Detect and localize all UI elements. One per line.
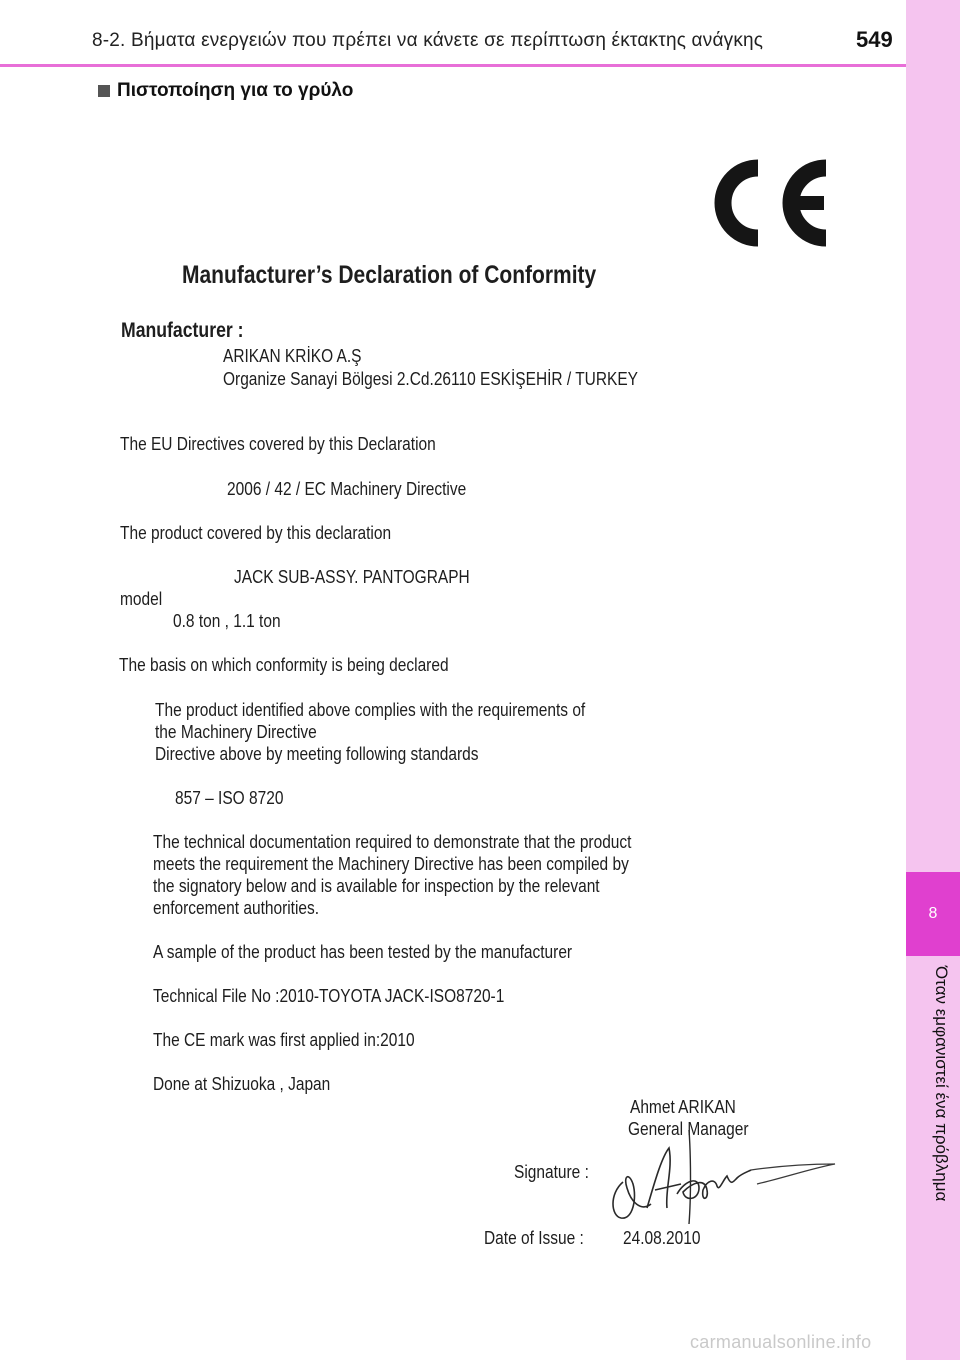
technical-doc-line: the signatory below and is available for inspection by the relevant <box>153 876 600 896</box>
chapter-number: 8 <box>928 905 938 922</box>
manufacturer-address: Organize Sanayi Bölgesi 2.Cd.26110 ESKİŞEHİR / TURKEY <box>223 369 639 389</box>
sample-tested-text: A sample of the product has been tested by the manufacturer <box>153 942 573 962</box>
model-label: model <box>120 589 163 609</box>
date-of-issue-label: Date of Issue : <box>484 1228 584 1248</box>
watermark-text: carmanualsonline.info <box>690 1332 872 1352</box>
done-at-location: Done at Shizuoka , Japan <box>153 1074 331 1094</box>
basis-line: The product identified above complies with the requirements of <box>155 700 586 720</box>
directive-value: 2006 / 42 / EC Machinery Directive <box>227 479 467 499</box>
page-number: 549 <box>856 27 893 52</box>
basis-line: the Machinery Directive <box>155 722 317 742</box>
manufacturer-name: ARIKAN KRİKO A.Ş <box>223 346 362 366</box>
signature-label: Signature : <box>514 1162 589 1182</box>
basis-line: Directive above by meeting following standards <box>155 744 479 764</box>
technical-doc-line: meets the requirement the Machinery Directive has been compiled by <box>153 854 629 874</box>
running-header-title: 8-2. Βήματα ενεργειών που πρέπει να κάνετε σε περίπτωση έκτακτης ανάγκης <box>92 30 764 51</box>
technical-doc-line: The technical documentation required to demonstrate that the product <box>153 832 632 852</box>
signer-name: Ahmet ARIKAN <box>630 1097 736 1117</box>
section-heading-text: Πιστοποίηση για το γρύλο <box>117 80 354 101</box>
ce-mark-logo <box>706 152 840 254</box>
chapter-side-label: Όταν εμφανιστεί ένα πρόβλημα <box>932 966 951 1202</box>
certificate-title: Manufacturer’s Declaration of Conformity <box>182 261 597 289</box>
chapter-number-box <box>906 872 960 956</box>
eu-directives-label: The EU Directives covered by this Declaration <box>120 434 436 454</box>
handwritten-signature-image <box>607 1128 842 1226</box>
ce-first-applied: The CE mark was first applied in:2010 <box>153 1030 415 1050</box>
basis-label: The basis on which conformity is being declared <box>119 655 449 675</box>
model-values: 0.8 ton , 1.1 ton <box>173 611 281 631</box>
standard-value: 857 – ISO 8720 <box>175 788 284 808</box>
product-value: JACK SUB-ASSY. PANTOGRAPH <box>234 567 470 587</box>
date-of-issue-value: 24.08.2010 <box>623 1228 701 1248</box>
product-label: The product covered by this declaration <box>120 523 392 543</box>
technical-doc-line: enforcement authorities. <box>153 898 320 918</box>
signer-title: General Manager <box>628 1119 749 1139</box>
manufacturer-label: Manufacturer : <box>121 319 244 342</box>
technical-file-number: Technical File No :2010-TOYOTA JACK-ISO8720-1 <box>153 986 505 1006</box>
